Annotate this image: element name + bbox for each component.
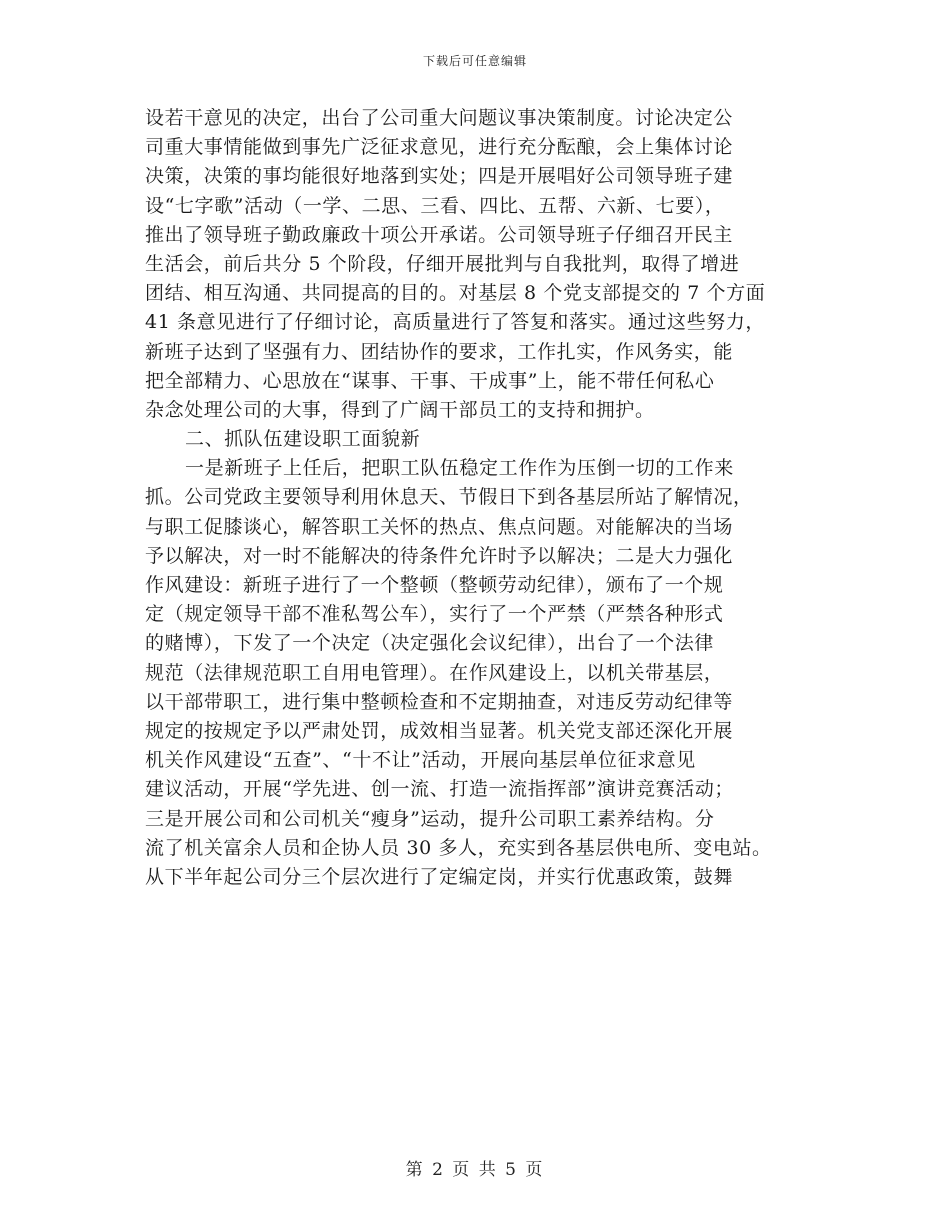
text-line: 予以解决，对一时不能解决的待条件允许时予以解决；二是大力强化 bbox=[145, 544, 734, 567]
text-line: 设“七字歌”活动（一学、二思、三看、四比、五帮、六新、七要）， bbox=[145, 194, 725, 217]
text-line: 设若干意见的决定，出台了公司重大问题议事决策制度。讨论决定公 bbox=[145, 107, 734, 129]
text-line: 以干部带职工，进行集中整顿检查和不定期抽查，对违反劳动纪律等 bbox=[145, 690, 734, 713]
text-line: 杂念处理公司的大事，得到了广阔干部员工的支持和拥护。 bbox=[145, 398, 655, 421]
text-line: 抓。公司党政主要领导利用休息天、节假日下到各基层所站了解情况， bbox=[145, 486, 753, 509]
text-line: 规定的按规定予以严肃处罚，成效相当显著。机关党支部还深化开展 bbox=[145, 719, 734, 742]
page-number: 第 2 页 共 5 页 bbox=[405, 1160, 545, 1180]
text-line: 的赌博），下发了一个决定（决定强化会议纪律），出台了一个法律 bbox=[145, 632, 715, 655]
text-line: 三是开展公司和公司机关“瘦身”运动，提升公司职工素养结构。分 bbox=[145, 807, 715, 830]
text-line: 规范（法律规范职工自用电管理）。在作风建设上，以机关带基层， bbox=[145, 661, 724, 684]
text-line: 司重大事情能做到事先广泛征求意见，进行充分酝酿，会上集体讨论 bbox=[145, 136, 734, 159]
section-heading: 二、抓队伍建设职工面貌新 bbox=[185, 428, 421, 451]
text-line: 建议活动，开展“学先进、创一流、打造一流指挥部”演讲竞赛活动； bbox=[145, 778, 735, 801]
page-header: 下载后可任意编辑 bbox=[422, 54, 527, 68]
document-body bbox=[145, 104, 805, 892]
text-line: 决策，决策的事均能很好地落到实处；四是开展唱好公司领导班子建 bbox=[145, 165, 734, 188]
text-line: 新班子达到了坚强有力、团结协作的要求，工作扎实，作风务实，能 bbox=[145, 340, 734, 363]
text-line: 生活会，前后共分 5 个阶段，仔细开展批判与自我批判，取得了增进 bbox=[145, 252, 740, 275]
text-line: 机关作风建设“五查”、“十不让”活动，开展向基层单位征求意见 bbox=[145, 749, 696, 772]
text-line: 流了机关富余人员和企协人员 30 多人，充实到各基层供电所、变电站。 bbox=[145, 836, 772, 859]
text-line: 推出了领导班子勤政廉政十项公开承诺。公司领导班子仔细召开民主 bbox=[145, 223, 734, 246]
text-line: 团结、相互沟通、共同提高的目的。对基层 8 个党支部提交的 7 个方面 bbox=[145, 282, 766, 305]
text-line: 作风建设：新班子进行了一个整顿（整顿劳动纪律），颁布了一个规 bbox=[145, 574, 724, 596]
text-line: 把全部精力、心思放在“谋事、干事、干成事”上，能不带任何私心 bbox=[145, 369, 715, 392]
paragraph-first-line: 一是新班子上任后，把职工队伍稳定工作作为压倒一切的工作来 bbox=[185, 457, 734, 480]
text-line: 定（规定领导干部不准私驾公车），实行了一个严禁（严禁各种形式 bbox=[145, 603, 724, 626]
text-line: 与职工促膝谈心，解答职工关怀的热点、焦点问题。对能解决的当场 bbox=[145, 515, 734, 538]
text-line: 41 条意见进行了仔细讨论，高质量进行了答复和落实。通过这些努力， bbox=[145, 311, 766, 334]
text-line: 从下半年起公司分三个层次进行了定编定岗，并实行优惠政策，鼓舞 bbox=[145, 865, 734, 888]
